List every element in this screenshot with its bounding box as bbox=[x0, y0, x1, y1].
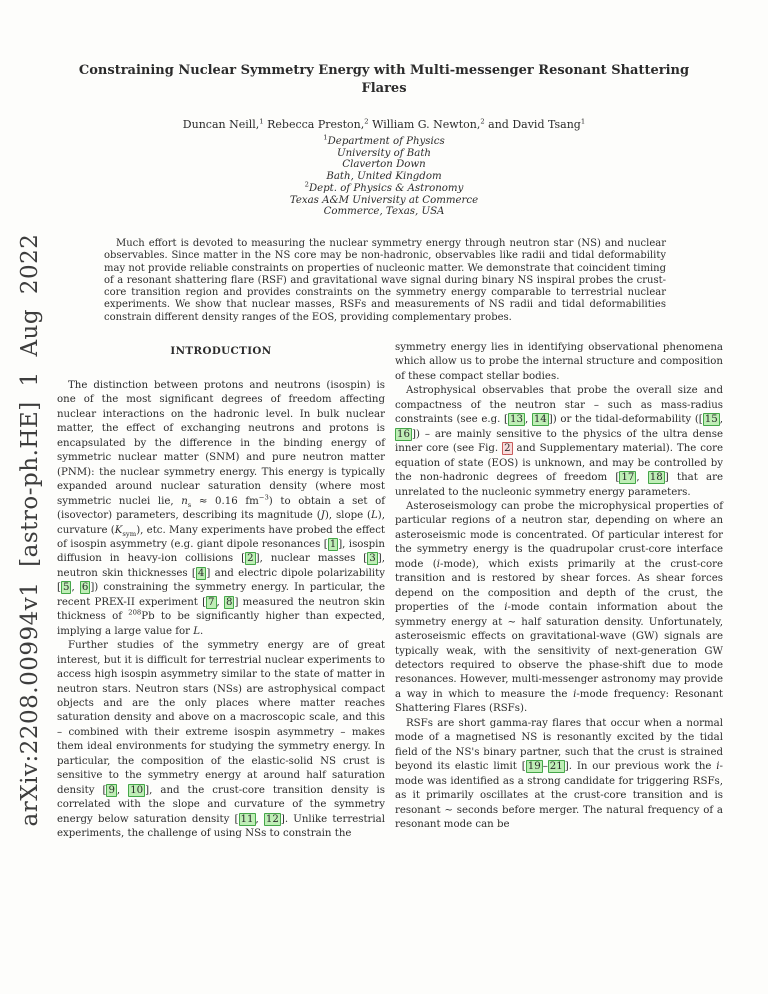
citation-ref[interactable]: 14 bbox=[533, 414, 547, 426]
paragraph: The distinction between protons and neutrons (isospin) is one of the most significant degrees of freedom affecting nuclear interactions on the hadronic level. In bulk nuclear matter, the effect of exchanging neutrons and protons is encapsulated by the difference in the binding energy of symmetric nuclear matter (SNM) and pure neutron matter (PNM): the nuclear symmetry energy. This energy is typically expanded around nuclear saturation density (where most symmetric nuclei lie, $n_s \approx 0.16$ $fm^{-3}$) to obtain a set of (isovector) parameters, describing its magnitude (J), slope (L), curvature $(K_{sym})$, etc. Many experiments have probed the effect of isospin asymmetry (e.g. giant dipole resonances [ 1 ], isospin diffusion in heavy-ion collisions [ 2 ], nuclear masses [ 3 ], neutron skin thicknesses [ 4 ] and electric dipole polarizability [ 5 , 6 ]) constraining the symmetry energy. In particular, the recent PREX-II experiment [ 7 , 8 ] measured the neutron skin thickness of $^{208}$Pb to be significantly higher than expected, implying a large value for L. bbox=[57, 380, 386, 637]
section-heading-introduction: INTRODUCTION bbox=[170, 345, 272, 357]
paragraph: Astrophysical observables that probe the overall size and compactness of the neutron star – such as mass-radius constraints (see e.g. [ 13 , 14 ]) or the tidal-deformability ([ 15 , 16 ]) – are mainly sensitive to the physics of the ultra dense inner core (see Fig. 2 and Supplementary material). The core equation of state (EOS) is unknown, and may be controlled by the non-hadronic degrees of freedom [ 17 , 18 ] that are unrelated to the nucleonic symmetry energy parameters. bbox=[395, 385, 723, 498]
citation-ref[interactable]: 2 bbox=[247, 553, 254, 565]
citation-ref[interactable]: 3 bbox=[369, 553, 376, 565]
right-column-paragraphs bbox=[395, 341, 723, 832]
citation-ref[interactable]: 18 bbox=[649, 472, 663, 484]
citation-ref[interactable]: 9 bbox=[108, 784, 115, 796]
citation-ref[interactable]: 21 bbox=[549, 761, 563, 773]
paragraph: Asteroseismology can probe the microphysical properties of particular regions of a neutron star, depending on where an asteroseismic mode is concentrated. Of particular interest for the symmetry energy is the quadrupolar crust-core interface mode (i-mode), which exists primarily at the crust-core transition and is restored by shear forces. As shear forces depend on the composition and depth of the crust, the properties of the i-mode contain information about the symmetry energy at ∼ half saturation density. Unfortunately, asteroseismic effects on gravitational-wave (GW) signals are typically weak, with the sensitivity of next-generation GW detectors required to observe the phase-shift due to mode resonances. However, multi-messenger astronomy may provide a way in which to measure the i-mode frequency: Resonant Shattering Flares (RSFs). bbox=[395, 500, 723, 715]
citation-ref[interactable]: 19 bbox=[527, 761, 541, 773]
affiliation-line: $^2$Dept. of Physics & Astronomy bbox=[304, 180, 464, 194]
citation-ref[interactable]: 15 bbox=[704, 414, 718, 426]
affiliation-line: Texas A&M University at Commerce bbox=[289, 194, 479, 206]
affiliations bbox=[0, 133, 768, 218]
paragraph: Further studies of the symmetry energy are of great interest, but it is difficult for terrestrial nuclear experiments to access high isospin asymmetry similar to the state of matter in neutron stars. Neutron stars (NSs) are astrophysical compact objects and are the only places where matter reaches saturation density and above on a macroscopic scale, and this – combined with their extreme isospin asymmetry – makes them ideal environments for studying the symmetry energy. In particular, the composition of the elastic-solid NS crust is sensitive to the symmetry energy at around half saturation density [ 9 , 10 ], and the crust-core transition density is correlated with the slope and curvature of the symmetry energy below saturation density [ 11 , 12 ]. Unlike terrestrial experiments, the challenge of using NSs to constrain the bbox=[57, 640, 386, 840]
two-column-body bbox=[57, 341, 723, 842]
citation-ref[interactable]: 1 bbox=[329, 538, 337, 550]
affiliation-line: University of Bath bbox=[337, 147, 431, 159]
citation-ref[interactable]: 8 bbox=[225, 596, 233, 608]
affiliation-line: Claverton Down bbox=[342, 159, 426, 171]
citation-ref[interactable]: 12 bbox=[265, 813, 279, 825]
citation-ref[interactable]: 17 bbox=[621, 472, 635, 484]
citation-ref[interactable]: 16 bbox=[397, 428, 410, 440]
citation-ref[interactable]: 7 bbox=[208, 596, 215, 608]
citation-ref[interactable]: 4 bbox=[197, 567, 205, 579]
citation-ref[interactable]: 6 bbox=[81, 582, 89, 594]
affiliation-line: Commerce, Texas, USA bbox=[323, 206, 445, 218]
right-column bbox=[395, 341, 723, 842]
left-column-paragraphs bbox=[57, 379, 385, 842]
abstract: Much effort is devoted to measuring the nuclear symmetry energy through neutron star (NS) and nuclear observables. Since matter in the NS core may be non-hadronic, observables like radii and tidal deformability may not provide reliable constraints on properties of nucleonic matter. We demonstrate that coincident timing of a resonant shattering flare (RSF) and gravitational wave signal during binary NS inspiral probes the crust-core transition region and provides constraints on the symmetry energy comparable to terrestrial nuclear experiments. We show that nuclear masses, RSFs and measurements of NS radii and tidal deformabilities constrain different density ranges of the EOS, providing complementary probes. bbox=[104, 237, 666, 323]
paragraph: symmetry energy lies in identifying observational phenomena which allow us to probe the internal structure and composition of these compact stellar bodies. bbox=[395, 342, 723, 382]
affiliation-line: $^1$Department of Physics bbox=[323, 133, 445, 147]
author-line: Duncan Neill,$^1$ Rebecca Preston,$^2$ William G. Newton,$^2$ and David Tsang$^1$ bbox=[182, 117, 586, 131]
paper-title: Constraining Nuclear Symmetry Energy with Multi-messenger Resonant Shattering Flares bbox=[78, 63, 690, 96]
citation-ref[interactable]: 5 bbox=[62, 582, 70, 594]
citation-ref[interactable]: 11 bbox=[240, 813, 254, 825]
citation-ref[interactable]: 13 bbox=[509, 414, 523, 426]
figure-ref[interactable]: 2 bbox=[504, 443, 511, 455]
paragraph: RSFs are short gamma-ray flares that occur when a normal mode of a magnetised NS is resonantly excited by the tidal field of the NS's binary partner, such that the crust is strained beyond its elastic limit [ 19 – 21 ]. In our previous work the i-mode was identified as a strong candidate for triggering RSFs, as it primarily oscillates at the crust-core transition and is resonant ∼ seconds before merger. The natural frequency of a resonant mode can be bbox=[395, 717, 723, 830]
arxiv-stamp: arXiv:2208.00994v1 [astro-ph.HE] 1 Aug 2022 bbox=[17, 233, 43, 827]
left-column bbox=[57, 341, 385, 842]
affiliation-line: Bath, United Kingdom bbox=[326, 171, 442, 183]
citation-ref[interactable]: 10 bbox=[130, 784, 144, 796]
